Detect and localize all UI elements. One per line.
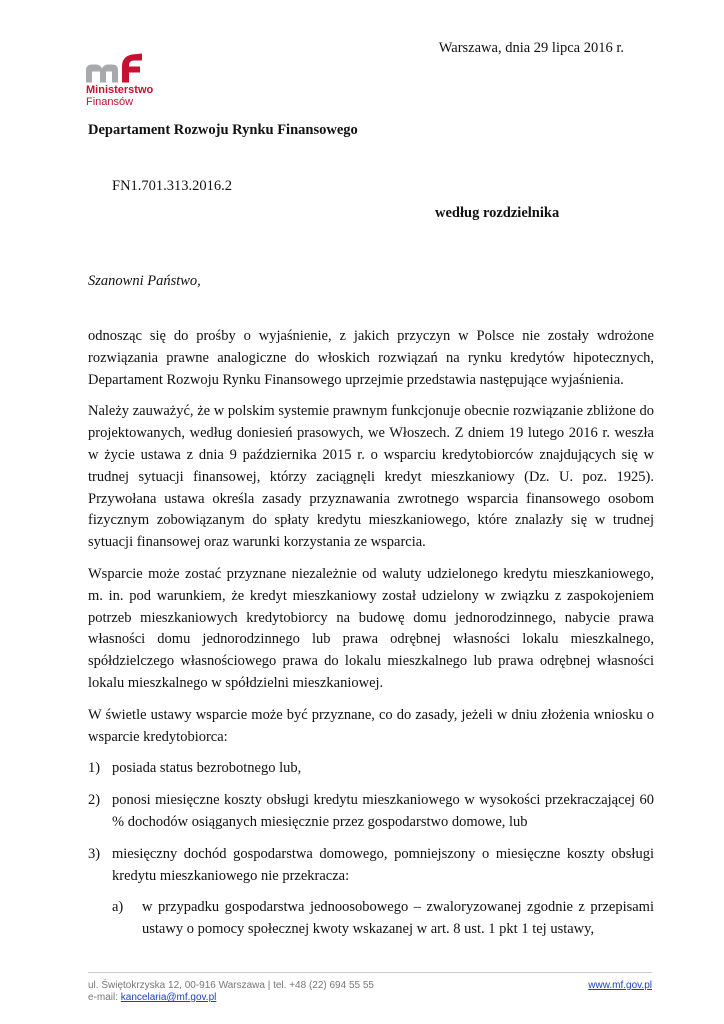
letter-date: Warszawa, dnia 29 lipca 2016 r. [438,40,624,56]
list-text: ponosi miesięczne koszty obsługi kredytu mieszkaniowego w wysokości przekraczającej 60 % dochodów osiąganych miesięcznie przez gospodarstwo domowe, lub [112,792,654,830]
footer-divider [88,972,652,973]
website-link[interactable]: www.mf.gov.pl [588,980,652,991]
logo-line2: Finansów [86,96,134,108]
reference-number: FN1.701.313.2016.2 [112,178,233,194]
paragraph: Wsparcie może zostać przyznane niezależnie od waluty udzielonego kredytu mieszkaniowego, m. in. pod warunkiem, że kredyt mieszkaniowy został udzielony w związku z zaspokojeniem potrzeb mieszkaniowych kredytobiorcy na budowę domu jednorodzinnego, nabycie prawa własności domu jednorodzinnego lub prawa odrębnej własności lokalu mieszkalnego, spółdzielczego własnościowego prawa do lokalu mieszkalnego lub prawa odrębnej własności lokalu mieszkalnego w spółdzielni mieszkaniowej. [88,565,654,691]
paragraph: odnosząc się do prośby o wyjaśnienie, z jakich przyczyn w Polsce nie zostały wdrożone rozwiązania prawne analogiczne do włoskich rozwiązań na rynku kredytów hipotecznych, Departament Rozwoju Rynku Finansowego uprzejmie przedstawia następujące wyjaśnienia. [88,328,654,388]
logo-line1: Ministerstwo [86,84,154,96]
letter-body [88,326,654,941]
salutation: Szanowni Państwo, [88,273,201,289]
department-name: Departament Rozwoju Rynku Finansowego [88,122,358,138]
footer-address: ul. Świętokrzyska 12, 00-916 Warszawa | tel. +48 (22) 694 55 55 [88,980,374,991]
list-text: miesięczny dochód gospodarstwa domowego, pomniejszony o miesięczne koszty obsługi kredytu mieszkaniowego nie przekracza: [112,845,654,884]
sub-list-letter: a) [112,899,124,916]
paragraph: Należy zauważyć, że w polskim systemie prawnym funkcjonuje obecnie rozwiązanie zbliżone do projektowanych, według doniesień prasowych, we Włoszech. Z dniem 19 lutego 2016 r. weszła w życie ustawa z dnia 9 października 2015 r. o wsparciu kredytobiorców znajdujących się w trudnej sytuacji finansowej, którzy zaciągnęli kredyt mieszkaniowy (Dz. U. poz. 1925). Przywołana ustawa określa zasady przyznawania zwrotnego wsparcia finansowego osobom fizycznym zobowiązanym do spłaty kredytu mieszkaniowego, które znalazły się w trudnej sytuacji finansowej oraz warunki korzystania ze wsparcia. [88,403,654,551]
list-item [88,844,654,888]
sub-list-item [112,897,654,941]
conditions-list [88,758,654,941]
footer-email-line [88,992,216,1003]
sub-list-text: w przypadku gospodarstwa jednoosobowego – zwaloryzowanej zgodnie z przepisami ustawy o pomocy społecznej kwoty wskazanej w art. 8 ust. 1 pkt 1 tej ustawy, [142,899,654,938]
list-number: 1) [88,760,101,777]
paragraph: W świetle ustawy wsparcie może być przyznane, co do zasady, jeżeli w dniu złożenia wniosku o wsparcie kredytobiorca: [88,706,654,745]
list-item [88,790,654,834]
recipient: według rozdzielnika [435,205,560,221]
email-link[interactable]: kancelaria@mf.gov.pl [120,992,217,1003]
list-number: 2) [88,792,101,809]
email-label: e-mail: [88,992,119,1003]
list-text: posiada status bezrobotnego lub, [112,760,302,777]
list-number: 3) [88,845,101,862]
list-item [88,758,654,780]
